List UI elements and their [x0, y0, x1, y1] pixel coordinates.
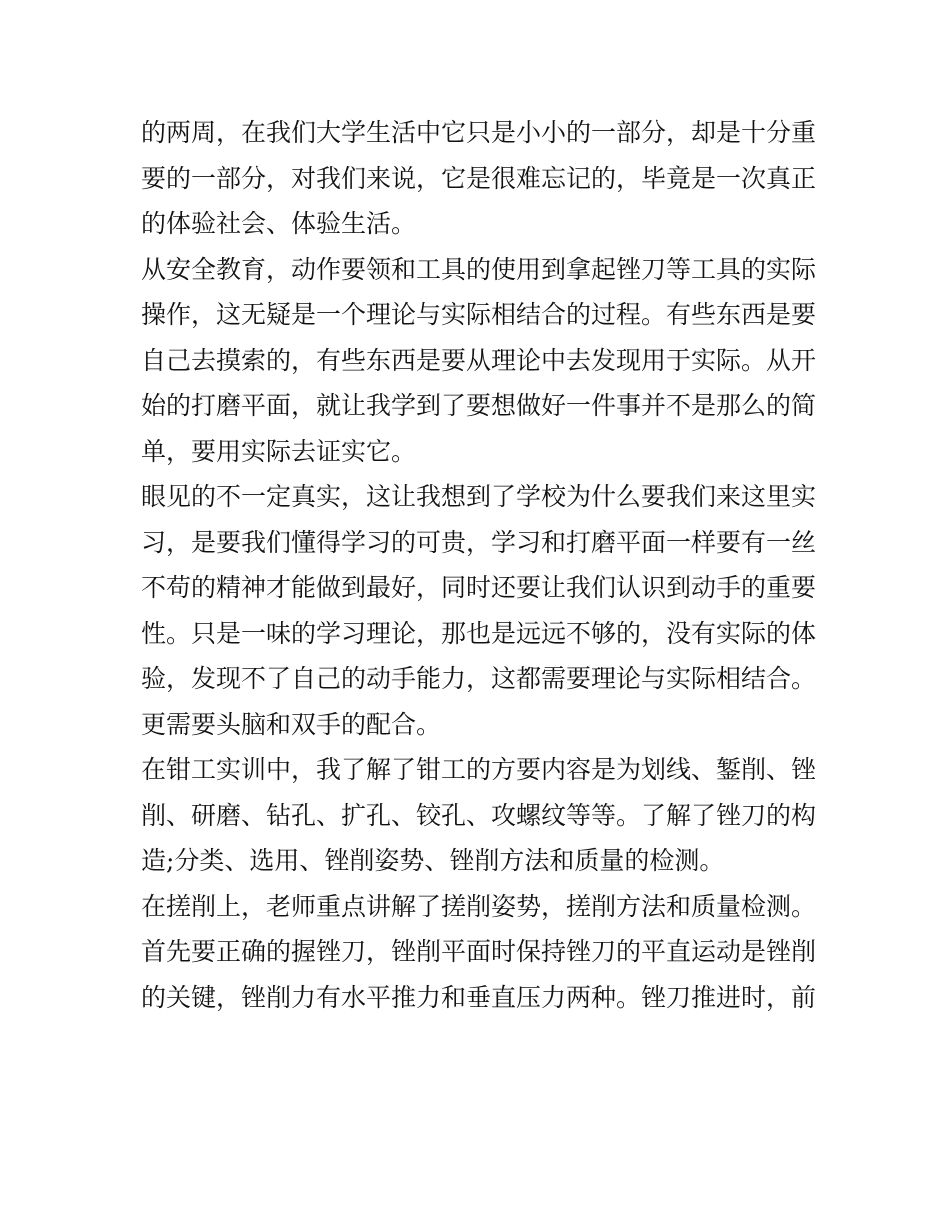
text-line: 要的一部分，对我们来说，它是很难忘记的，毕竟是一次真正 [141, 163, 817, 193]
text-line: 造;分类、选用、锉削姿势、锉削方法和质量的检测。 [141, 846, 725, 875]
text-line: 的体验社会、体验生活。 [141, 209, 417, 238]
text-line: 单，要用实际去证实它。 [141, 436, 417, 466]
text-line: 性。只是一味的学习理论，那也是远远不够的，没有实际的体 [141, 618, 817, 648]
text-line: 验，发现不了自己的动手能力，这都需要理论与实际相结合。 [141, 664, 817, 693]
text-line: 的两周，在我们大学生活中它只是小小的一部分，却是十分重 [141, 118, 817, 147]
text-line: 自己去摸索的，有些东西是要从理论中去发现用于实际。从开 [141, 345, 817, 375]
text-line: 的关键，锉削力有水平推力和垂直压力两种。锉刀推进时，前 [141, 982, 817, 1012]
text-line: 首先要正确的握锉刀，锉削平面时保持锉刀的平直运动是锉削 [141, 937, 817, 966]
text-line: 更需要头脑和双手的配合。 [141, 709, 442, 739]
text-line: 不苟的精神才能做到最好，同时还要让我们认识到动手的重要 [141, 573, 817, 602]
text-line: 始的打磨平面，就让我学到了要想做好一件事并不是那么的简 [141, 391, 817, 420]
text-line: 削、研磨、钻孔、扩孔、铰孔、攻螺纹等等。了解了锉刀的构 [141, 800, 817, 830]
text-line: 习，是要我们懂得学习的可贵，学习和打磨平面一样要有一丝 [141, 527, 817, 557]
text-line: 在搓削上，老师重点讲解了搓削姿势，搓削方法和质量检测。 [141, 891, 817, 921]
text-line: 从安全教育，动作要领和工具的使用到拿起锉刀等工具的实际 [141, 254, 817, 284]
text-line: 操作，这无疑是一个理论与实际相结合的过程。有些东西是要 [141, 300, 817, 329]
document-body [141, 110, 817, 1020]
text-line: 在钳工实训中，我了解了钳工的方要内容是为划线、錾削、锉 [141, 755, 817, 784]
text-line: 眼见的不一定真实，这让我想到了学校为什么要我们来这里实 [141, 482, 817, 511]
